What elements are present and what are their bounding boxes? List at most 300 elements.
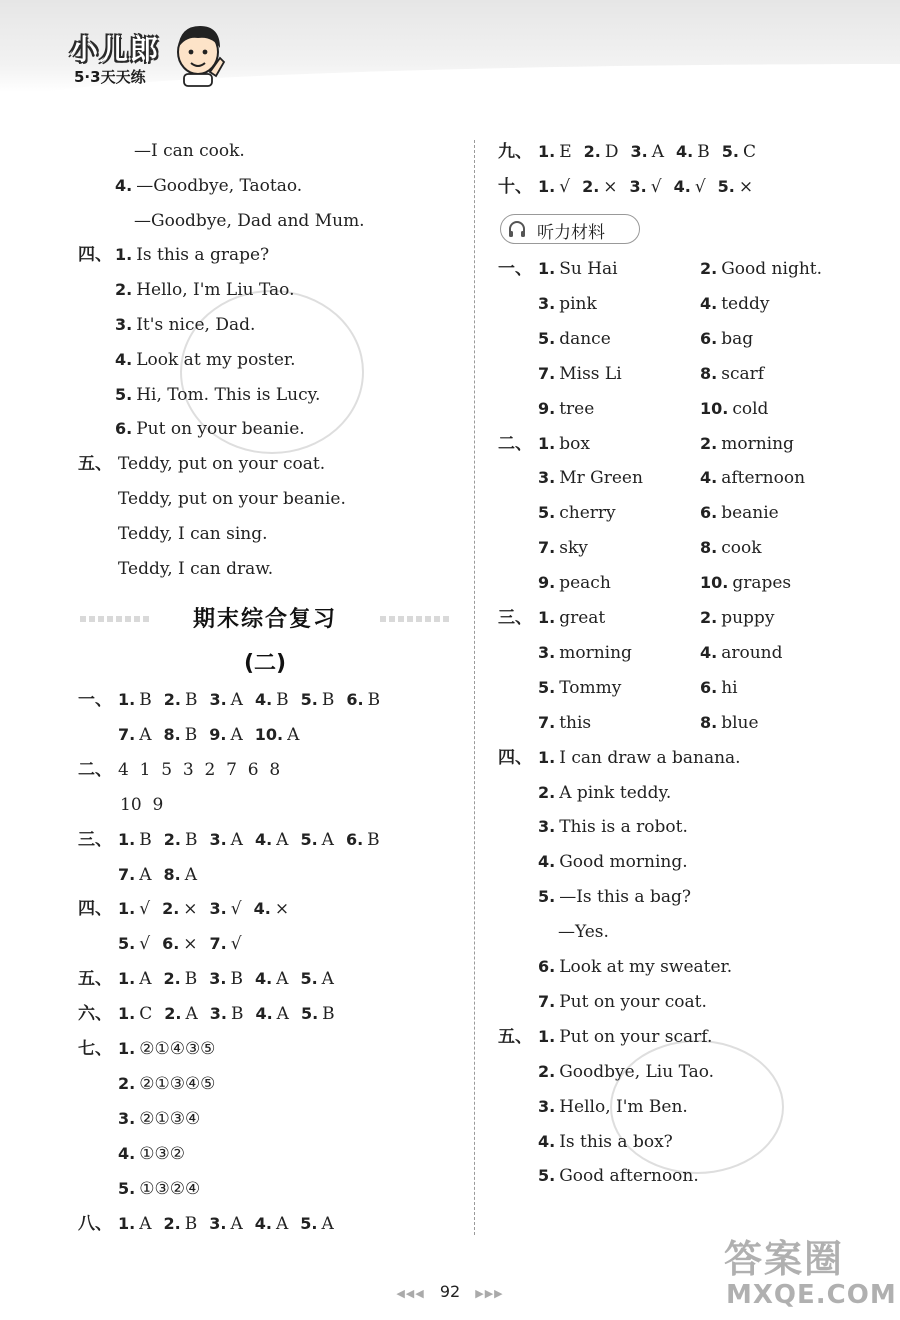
item-answer: A xyxy=(139,1213,152,1234)
answer-line xyxy=(538,886,703,908)
answer-line xyxy=(538,537,600,559)
item-number: 10. xyxy=(700,398,729,418)
item-number: 3. xyxy=(538,293,556,313)
item-number: 1. xyxy=(538,1026,556,1046)
answer-line xyxy=(118,523,268,545)
item-answer: A xyxy=(230,829,243,850)
answer-line xyxy=(538,677,633,699)
item-number: 2. xyxy=(538,1061,556,1081)
item-answer: B xyxy=(184,690,198,710)
answer-line xyxy=(134,140,245,162)
item-answer: Put on your scarf. xyxy=(559,1026,713,1047)
item-number: 8. xyxy=(163,724,181,744)
item-number: 4. xyxy=(673,177,691,196)
item-number: 4. xyxy=(115,349,133,369)
answer-line xyxy=(538,502,628,524)
item-number: 5. xyxy=(538,887,556,907)
answer-line xyxy=(118,558,273,580)
item-answer: cook xyxy=(721,538,762,559)
answer-line xyxy=(118,1003,347,1025)
item-answer: Goodbye, Liu Tao. xyxy=(559,1061,715,1082)
item-number: 5. xyxy=(300,690,318,709)
item-answer: Teddy, I can draw. xyxy=(118,558,274,579)
item-number: 5. xyxy=(538,503,556,523)
item-answer: × xyxy=(603,177,618,197)
item-number: 5. xyxy=(721,142,739,161)
item-answer: —I can cook. xyxy=(134,141,245,161)
item-number: 3. xyxy=(118,1108,136,1128)
item-answer: C xyxy=(139,1004,153,1025)
item-number: 8. xyxy=(700,538,718,558)
item-number: 4. xyxy=(254,829,273,849)
item-number: 2. xyxy=(164,1004,182,1024)
item-number: 4. xyxy=(255,1004,273,1024)
answer-line xyxy=(538,176,765,198)
item-answer: I can draw a banana. xyxy=(559,747,741,768)
item-number: 2. xyxy=(163,690,181,709)
item-answer: A xyxy=(139,969,152,990)
answer-line xyxy=(700,677,750,699)
answer-line xyxy=(700,642,795,664)
item-answer: ②①④③⑤ xyxy=(139,1039,216,1059)
section-title: 期末综合复习 xyxy=(192,607,337,632)
item-number: 1. xyxy=(118,690,136,709)
item-answer: great xyxy=(559,608,606,628)
answer-line xyxy=(538,398,606,420)
logo-subtitle: 5·3天天练 xyxy=(74,68,146,86)
item-number: 8. xyxy=(700,712,718,732)
item-answer: cold xyxy=(732,398,769,419)
question-label: 九、 xyxy=(498,142,532,162)
answer-line xyxy=(118,933,254,955)
item-number: 5. xyxy=(300,1004,319,1024)
item-answer: B xyxy=(184,969,198,990)
item-answer: Hello, I'm Ben. xyxy=(559,1096,688,1117)
item-answer: Su Hai xyxy=(559,259,618,279)
item-number: 4. xyxy=(700,642,718,662)
item-answer: teddy xyxy=(721,293,770,314)
watermark-line1: 答案圈 xyxy=(724,1237,845,1281)
item-number: 3. xyxy=(209,829,227,849)
item-answer: ②①③④⑤ xyxy=(139,1073,216,1094)
item-number: 7. xyxy=(538,712,556,732)
answer-line xyxy=(538,293,609,315)
question-label: 二、 xyxy=(78,759,112,780)
item-answer: √ xyxy=(694,177,706,197)
mascot-boy-icon xyxy=(166,18,230,88)
answer-line xyxy=(115,175,314,197)
item-answer: tree xyxy=(559,398,595,419)
item-number: 3. xyxy=(538,1096,556,1116)
answer-line xyxy=(118,864,209,886)
answer-line xyxy=(538,956,744,978)
item-number: 4. xyxy=(676,142,694,161)
item-number: 4. xyxy=(253,899,271,919)
item-answer: around xyxy=(721,642,783,663)
item-answer: A xyxy=(184,864,197,885)
item-answer: Mr Green xyxy=(559,468,643,489)
answer-line xyxy=(118,759,280,781)
item-answer: B xyxy=(367,829,380,850)
answer-line xyxy=(538,1096,700,1118)
answer-line xyxy=(538,1061,726,1083)
answer-line xyxy=(538,747,753,769)
item-number: 3. xyxy=(209,899,227,919)
item-number: 1. xyxy=(118,899,136,919)
answer-line xyxy=(115,349,308,371)
item-answer: A xyxy=(276,829,289,850)
item-answer: this xyxy=(559,712,592,733)
item-answer: √ xyxy=(139,934,151,955)
item-number: 2. xyxy=(538,782,556,802)
item-number: 5. xyxy=(118,1178,136,1198)
question-label: 三、 xyxy=(498,608,532,628)
item-answer: A xyxy=(287,724,300,745)
item-answer: Miss Li xyxy=(559,363,622,384)
item-number: 5. xyxy=(717,177,735,196)
item-answer: E xyxy=(559,142,572,162)
listening-material-badge xyxy=(500,214,640,244)
item-answer: 4 1 5 3 2 7 6 8 xyxy=(118,759,281,780)
answer-line xyxy=(538,433,602,455)
item-answer: sky xyxy=(559,538,588,559)
item-answer: D xyxy=(604,142,619,162)
item-number: 3. xyxy=(538,642,556,662)
item-answer: Put on your beanie. xyxy=(136,419,305,440)
answer-line xyxy=(538,363,634,385)
item-number: 1. xyxy=(118,1039,136,1058)
item-answer: B xyxy=(367,690,381,710)
item-answer: B xyxy=(697,142,710,162)
item-number: 5. xyxy=(300,969,318,989)
item-answer: Hello, I'm Liu Tao. xyxy=(136,280,295,301)
answer-line xyxy=(700,712,771,734)
item-number: 4. xyxy=(115,175,133,195)
answer-line xyxy=(118,898,301,920)
answer-line xyxy=(538,642,644,664)
question-label: 一、 xyxy=(498,259,532,279)
question-label: 八、 xyxy=(78,1213,112,1234)
watermark-line2: MXQE.COM xyxy=(726,1280,897,1310)
item-answer: × xyxy=(183,899,198,920)
item-answer: morning xyxy=(559,642,632,663)
answer-line xyxy=(700,433,806,455)
item-answer: B xyxy=(184,1213,198,1234)
section-subtitle: (二) xyxy=(243,651,287,676)
answer-line xyxy=(538,572,623,594)
item-answer: Look at my sweater. xyxy=(559,957,733,977)
item-answer: afternoon xyxy=(721,468,806,489)
item-answer: A xyxy=(321,1213,334,1234)
item-number: 4. xyxy=(118,1143,136,1163)
item-number: 1. xyxy=(538,433,556,453)
question-label: 二、 xyxy=(498,433,532,454)
item-number: 2. xyxy=(583,142,601,161)
logo-title: 小儿郎 xyxy=(70,33,161,66)
item-number: 1. xyxy=(538,142,556,161)
item-number: 7. xyxy=(118,864,136,884)
item-answer: —Goodbye, Taotao. xyxy=(136,175,303,196)
prev-arrows: ◀◀◀ xyxy=(396,1287,425,1300)
question-label: 五、 xyxy=(78,969,112,990)
answer-line xyxy=(700,502,791,524)
answer-line xyxy=(118,1213,346,1235)
item-answer: Tommy xyxy=(559,677,622,698)
answer-line xyxy=(700,467,817,489)
item-answer: B xyxy=(139,690,152,710)
item-number: 7. xyxy=(118,724,136,744)
item-answer: This is a robot. xyxy=(559,817,688,838)
item-answer: Good night. xyxy=(721,259,823,279)
item-number: 6. xyxy=(538,957,556,976)
item-number: 3. xyxy=(630,142,648,161)
item-number: 5. xyxy=(300,1213,318,1233)
item-number: 3. xyxy=(209,969,227,989)
item-number: 4. xyxy=(700,293,718,313)
item-answer: B xyxy=(276,690,289,710)
item-answer: —Yes. xyxy=(558,922,609,943)
item-number: 5. xyxy=(118,934,136,954)
item-answer: B xyxy=(321,690,335,710)
item-number: 3. xyxy=(629,177,647,196)
item-number: 2. xyxy=(163,829,181,849)
item-answer: blue xyxy=(721,712,759,733)
item-answer: A xyxy=(230,724,243,745)
question-label: 四、 xyxy=(498,747,532,768)
item-number: 4. xyxy=(254,690,273,709)
item-number: 6. xyxy=(162,934,180,954)
item-number: 10. xyxy=(700,573,729,593)
answer-line xyxy=(118,453,325,475)
item-number: 2. xyxy=(700,608,718,627)
headphones-icon xyxy=(507,219,527,239)
question-label: 六、 xyxy=(78,1004,112,1025)
answer-line xyxy=(118,1038,227,1060)
answer-line xyxy=(120,794,163,816)
item-answer: Is this a box? xyxy=(559,1131,673,1152)
item-answer: B xyxy=(322,1004,335,1025)
item-number: 1. xyxy=(538,608,556,627)
item-answer: Good afternoon. xyxy=(559,1166,699,1187)
item-answer: Good morning. xyxy=(559,852,688,873)
answer-line xyxy=(115,418,317,440)
item-number: 3. xyxy=(538,468,556,488)
answer-line xyxy=(118,724,311,746)
heading-decor-right xyxy=(380,616,450,622)
answer-line xyxy=(538,1131,685,1153)
question-label: 七、 xyxy=(78,1039,112,1059)
item-answer: puppy xyxy=(721,608,775,628)
item-answer: box xyxy=(559,433,590,454)
item-number: 3. xyxy=(115,315,133,334)
item-answer: √ xyxy=(559,177,571,197)
answer-line xyxy=(118,1108,212,1130)
item-answer: ②①③④ xyxy=(139,1108,201,1129)
item-number: 1. xyxy=(118,1004,136,1024)
answer-line xyxy=(538,816,700,838)
item-number: 7. xyxy=(538,991,556,1011)
item-answer: Teddy, I can sing. xyxy=(118,523,268,544)
question-label: 十、 xyxy=(498,177,532,197)
answer-line xyxy=(538,991,719,1013)
item-answer: bag xyxy=(721,328,754,349)
item-answer: 10 9 xyxy=(120,794,164,815)
item-answer: grapes xyxy=(732,573,792,594)
item-answer: A xyxy=(276,969,289,990)
item-answer: A xyxy=(185,1004,198,1025)
answer-line xyxy=(700,293,781,315)
item-answer: B xyxy=(230,1004,244,1025)
item-answer: A xyxy=(651,142,664,162)
answer-line xyxy=(700,363,776,385)
item-number: 6. xyxy=(700,677,718,697)
answer-line xyxy=(538,1026,724,1048)
item-answer: A xyxy=(230,1213,243,1234)
item-answer: √ xyxy=(650,177,662,197)
item-number: 6. xyxy=(346,690,364,709)
item-number: 1. xyxy=(118,969,136,989)
item-answer: B xyxy=(184,829,198,850)
site-watermark xyxy=(714,1228,900,1320)
answer-line xyxy=(118,829,392,851)
question-label: 五、 xyxy=(498,1026,532,1047)
item-answer: × xyxy=(183,934,198,955)
item-number: 2. xyxy=(163,1213,181,1233)
item-answer: Hi, Tom. This is Lucy. xyxy=(136,384,321,405)
item-answer: √ xyxy=(139,899,151,920)
item-answer: —Goodbye, Dad and Mum. xyxy=(134,210,365,231)
item-answer: Teddy, put on your beanie. xyxy=(118,489,346,509)
item-number: 9. xyxy=(538,398,556,418)
item-number: 4. xyxy=(254,1213,272,1233)
answer-line xyxy=(538,1165,711,1187)
item-answer: B xyxy=(230,969,243,990)
item-number: 8. xyxy=(700,363,718,383)
item-answer: √ xyxy=(230,899,242,920)
item-answer: √ xyxy=(230,934,242,955)
item-answer: morning xyxy=(721,433,794,454)
item-answer: A xyxy=(230,690,243,710)
answer-line xyxy=(558,921,609,943)
item-number: 6. xyxy=(345,829,364,849)
item-answer: Teddy, put on your coat. xyxy=(118,454,326,475)
answer-line xyxy=(700,258,834,280)
answer-line xyxy=(538,712,603,734)
item-answer: A xyxy=(321,829,334,850)
item-answer: A xyxy=(139,724,152,745)
item-number: 1. xyxy=(118,1213,136,1233)
item-number: 4. xyxy=(538,852,556,872)
item-answer: × xyxy=(274,899,290,920)
column-divider xyxy=(474,140,475,1235)
item-number: 1. xyxy=(118,829,136,849)
item-answer: × xyxy=(738,177,754,197)
item-number: 5. xyxy=(538,328,556,348)
item-number: 3. xyxy=(538,817,556,837)
answer-line xyxy=(538,328,623,350)
item-answer: Put on your coat. xyxy=(559,991,707,1012)
item-number: 3. xyxy=(209,1004,227,1024)
item-answer: A xyxy=(139,864,152,885)
answer-line xyxy=(118,1143,197,1165)
item-number: 3. xyxy=(209,690,227,709)
item-number: 5. xyxy=(300,829,318,849)
page-number: 92 xyxy=(439,1282,461,1301)
question-label: 一、 xyxy=(78,690,112,710)
answer-line xyxy=(538,141,768,163)
item-answer: dance xyxy=(559,328,611,349)
item-answer: scarf xyxy=(721,363,765,384)
item-number: 5. xyxy=(538,1166,556,1186)
answer-line xyxy=(115,279,307,301)
item-number: 8. xyxy=(163,864,181,884)
question-label: 三、 xyxy=(78,829,112,850)
item-number: 6. xyxy=(115,419,133,439)
item-number: 9. xyxy=(538,573,556,593)
answer-line xyxy=(538,782,683,804)
answer-line xyxy=(118,968,346,990)
answer-line xyxy=(538,607,617,629)
item-answer: A xyxy=(275,1213,289,1234)
item-number: 2. xyxy=(118,1073,136,1093)
item-number: 1. xyxy=(538,259,556,278)
item-number: 2. xyxy=(162,899,180,919)
answer-line xyxy=(538,467,655,489)
item-answer: cherry xyxy=(559,503,616,524)
answer-line xyxy=(700,537,774,559)
item-answer: —Is this a bag? xyxy=(559,887,691,908)
answer-line xyxy=(118,1178,212,1200)
answer-line xyxy=(118,689,392,711)
item-number: 2. xyxy=(700,433,718,453)
item-answer: ①③②④ xyxy=(139,1178,201,1199)
item-number: 2. xyxy=(582,177,600,196)
item-number: 5. xyxy=(538,677,556,697)
listening-label: 听力材料 xyxy=(537,223,605,243)
item-answer: A xyxy=(276,1004,289,1025)
answer-line xyxy=(538,258,630,280)
item-number: 2. xyxy=(700,259,718,278)
item-answer: B xyxy=(139,829,152,850)
item-number: 1. xyxy=(115,245,133,265)
item-answer: C xyxy=(742,142,756,162)
item-answer: ①③② xyxy=(139,1143,185,1164)
answer-line xyxy=(134,210,365,232)
item-answer: B xyxy=(184,724,198,745)
answer-line xyxy=(700,572,803,594)
item-number: 4. xyxy=(538,1131,556,1151)
item-answer: A xyxy=(321,969,334,990)
item-answer: Is this a grape? xyxy=(136,245,270,266)
question-label: 四、 xyxy=(78,245,112,266)
answer-line xyxy=(115,314,267,336)
item-number: 7. xyxy=(209,934,227,954)
item-number: 5. xyxy=(115,384,133,404)
brand-logo xyxy=(70,24,230,90)
heading-decor-left xyxy=(80,616,150,622)
item-answer: A pink teddy. xyxy=(559,782,672,803)
item-number: 2. xyxy=(115,280,133,300)
answer-line xyxy=(700,607,786,629)
answer-line xyxy=(538,851,700,873)
answer-line xyxy=(118,1073,227,1095)
next-arrows: ▶▶▶ xyxy=(475,1287,504,1300)
item-number: 2. xyxy=(163,969,181,989)
answer-line xyxy=(700,398,780,420)
item-number: 4. xyxy=(254,969,273,989)
section-heading xyxy=(80,602,450,636)
item-number: 6. xyxy=(700,503,718,523)
